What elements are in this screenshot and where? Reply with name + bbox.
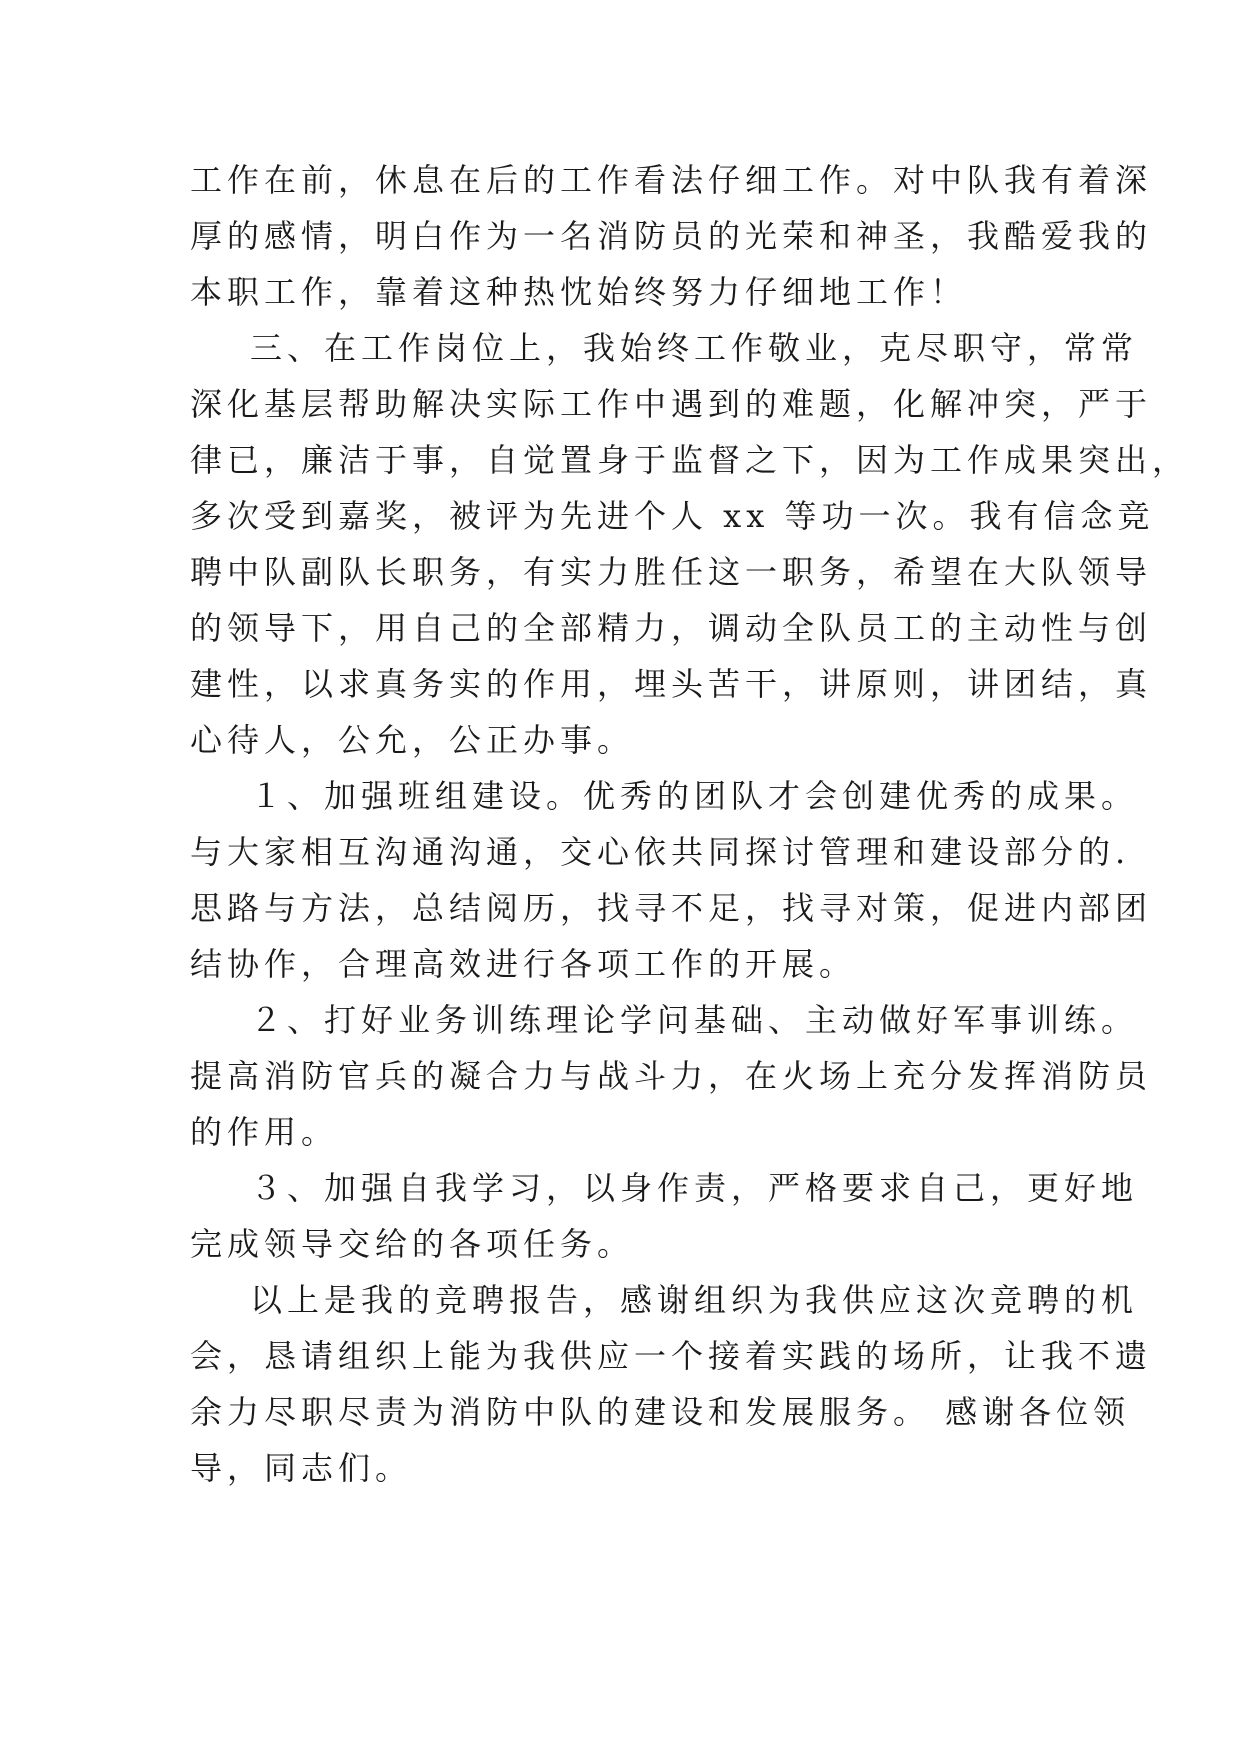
item-1-line-1: １、加强班组建设。优秀的团队才会创建优秀的成果。 [250, 777, 1139, 815]
closing-line-1: 以上是我的竞聘报告，感谢组织为我供应这次竞聘的机 [250, 1281, 1139, 1319]
item-1-line-3: 思路与方法，总结阅历，找寻不足，找寻对策，促进内部团 [190, 889, 1153, 927]
paragraph-3-line-7: 建性，以求真务实的作用，埋头苦干，讲原则，讲团结，真 [190, 665, 1153, 703]
text-line-3: 本职工作，靠着这种热忱始终努力仔细地工作！ [190, 273, 968, 311]
item-2-line-3: 的作用。 [190, 1113, 339, 1151]
item-3-line-1: ３、加强自我学习，以身作责，严格要求自己，更好地 [250, 1169, 1139, 1207]
paragraph-3-line-8: 心待人，公允，公正办事。 [190, 721, 635, 759]
paragraph-3-line-4: 多次受到嘉奖，被评为先进个人 xx 等功一次。我有信念竞 [190, 497, 1155, 535]
item-1-line-4: 结协作，合理高效进行各项工作的开展。 [190, 945, 857, 983]
text-line-1: 工作在前，休息在后的工作看法仔细工作。对中队我有着深 [190, 161, 1153, 199]
paragraph-3-line-6: 的领导下，用自己的全部精力，调动全队员工的主动性与创 [190, 609, 1153, 647]
closing-line-2: 会，恳请组织上能为我供应一个接着实践的场所，让我不遗 [190, 1337, 1153, 1375]
item-1-line-2: 与大家相互沟通沟通，交心依共同探讨管理和建设部分的. [190, 833, 1131, 871]
paragraph-3-line-5: 聘中队副队长职务，有实力胜任这一职务，希望在大队领导 [190, 553, 1153, 591]
closing-line-4: 导，同志们。 [190, 1449, 413, 1487]
item-2-line-1: ２、打好业务训练理论学问基础、主动做好军事训练。 [250, 1001, 1139, 1039]
closing-line-3: 余力尽职尽责为消防中队的建设和发展服务。 感谢各位领 [190, 1393, 1131, 1431]
paragraph-3-line-1: 三、在工作岗位上，我始终工作敬业，克尽职守，常常 [250, 329, 1139, 367]
item-3-line-2: 完成领导交给的各项任务。 [190, 1225, 635, 1263]
item-2-line-2: 提高消防官兵的凝合力与战斗力，在火场上充分发挥消防员 [190, 1057, 1153, 1095]
text-line-2: 厚的感情，明白作为一名消防员的光荣和神圣，我酷爱我的 [190, 217, 1153, 255]
paragraph-3-line-2: 深化基层帮助解决实际工作中遇到的难题，化解冲突，严于 [190, 385, 1153, 423]
paragraph-3-line-3: 律已，廉洁于事，自觉置身于监督之下，因为工作成果突出， [190, 441, 1190, 479]
